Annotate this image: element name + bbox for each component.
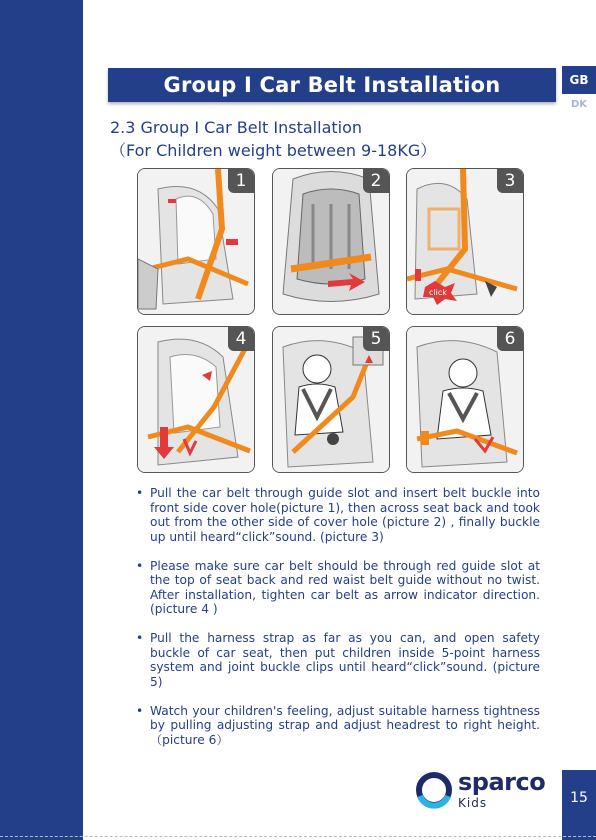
logo-ring-icon bbox=[414, 770, 454, 810]
brand-sub: Kids bbox=[458, 796, 488, 810]
instruction-item: • Watch your children's feeling, adjust suitable harness tightness by pulling adjusting strap and adjust headrest to right height.（picture 6） bbox=[136, 704, 540, 748]
click-label: click bbox=[429, 288, 447, 297]
illustration-picture-2 bbox=[272, 168, 390, 315]
picture-number: 3 bbox=[497, 169, 523, 193]
picture-number: 4 bbox=[228, 327, 254, 351]
instruction-item: • Please make sure car belt should be through red guide slot at the top of seat back and red waist belt guide without no twist. After installation, tighten car belt as arrow indicator direction. (picture 4 ) bbox=[136, 559, 540, 617]
title-banner bbox=[108, 68, 556, 102]
illustration-picture-1 bbox=[137, 168, 255, 315]
section-subheading: （For Children weight between 9-18KG） bbox=[110, 141, 437, 160]
language-tab-dk[interactable]: DK bbox=[570, 99, 588, 110]
illustration-picture-4 bbox=[137, 326, 255, 473]
sparco-kids-logo bbox=[414, 768, 546, 814]
page-number: 15 bbox=[570, 790, 588, 806]
instruction-item: • Pull the car belt through guide slot and insert belt buckle into front side cover hole(picture 1), then across seat back and took out from the other side of cover hole (picture 2) , finally buckle up until heard“click”sound. (picture 3) bbox=[136, 486, 540, 544]
left-margin-bar bbox=[0, 0, 83, 840]
illustration-picture-3 bbox=[406, 168, 524, 315]
section-heading: 2.3 Group I Car Belt Installation bbox=[110, 118, 363, 137]
instruction-item: • Pull the harness strap as far as you can, and open safety buckle of car seat, then put children inside 5-point harness system and joint buckle clips until heard“click”sound. (picture 5) bbox=[136, 631, 540, 689]
bottom-trim-line bbox=[0, 836, 596, 838]
page-title: Group I Car Belt Installation bbox=[163, 73, 501, 97]
illustration-picture-5 bbox=[272, 326, 390, 473]
picture-number: 5 bbox=[363, 327, 389, 351]
language-tab-gb[interactable]: GB bbox=[562, 66, 596, 94]
illustration-picture-6 bbox=[406, 326, 524, 473]
instruction-list bbox=[136, 486, 540, 762]
picture-number: 6 bbox=[497, 327, 523, 351]
brand-name: sparco bbox=[458, 768, 546, 796]
picture-number: 1 bbox=[228, 169, 254, 193]
picture-number: 2 bbox=[363, 169, 389, 193]
